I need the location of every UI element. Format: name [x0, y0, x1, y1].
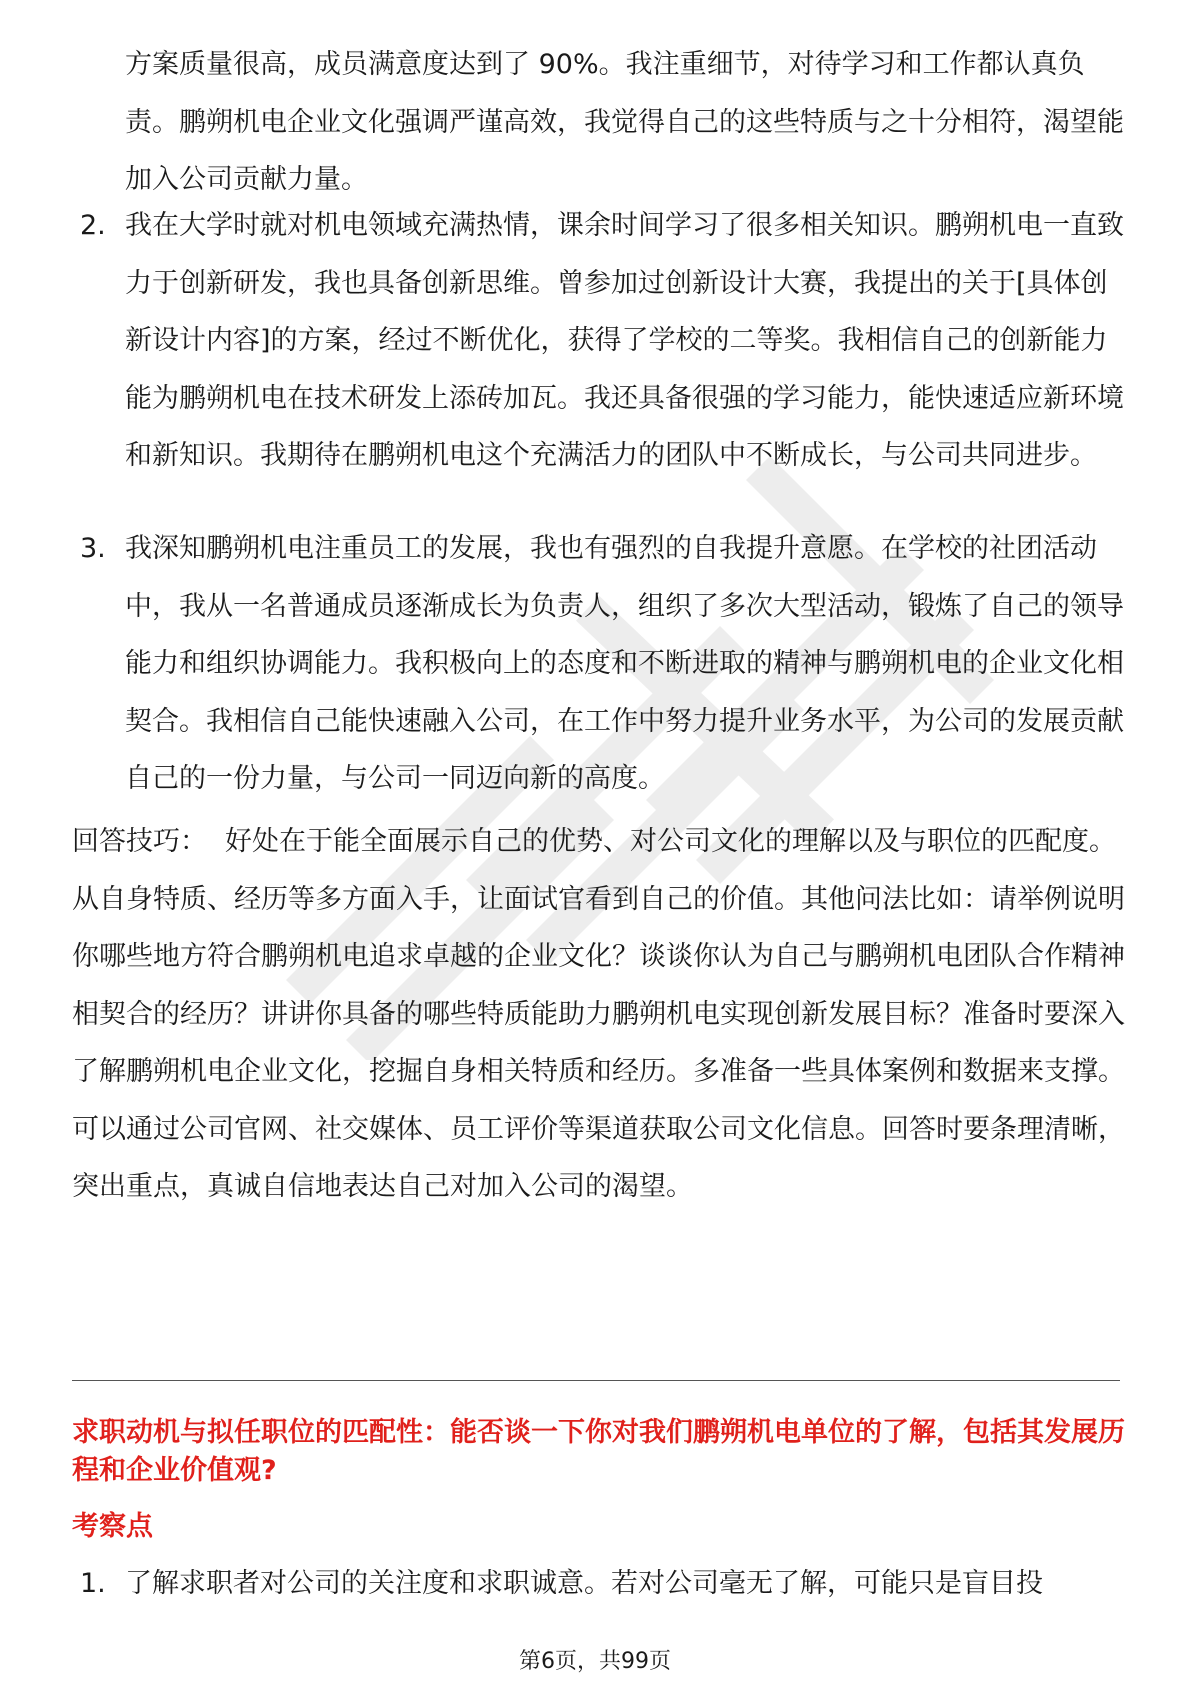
list-item-number: 2.: [80, 210, 106, 241]
list-item-number: 3.: [80, 533, 106, 564]
answer-tips-label: 回答技巧：: [72, 826, 207, 857]
section-divider: [72, 1380, 1120, 1381]
question-heading: 求职动机与拟任职位的匹配性：能否谈一下你对我们鹏朔机电单位的了解，包括其发展历程和企业价值观?: [72, 1417, 1125, 1486]
page-number-footer: 第6页，共99页: [519, 1649, 671, 1674]
list-item-continuation: 方案质量很高，成员满意度达到了 90%。我注重细节，对待学习和工作都认真负责。鹏朔机电企业文化强调严谨高效，我觉得自己的这些特质与之十分相符，渴望能加入公司贡献力量。: [125, 49, 1124, 195]
list-item-text: 了解求职者对公司的关注度和求职诚意。若对公司毫无了解，可能只是盲目投: [125, 1568, 1043, 1599]
answer-tips-text: 好处在于能全面展示自己的优势、对公司文化的理解以及与职位的匹配度。从自身特质、经历等多方面入手，让面试官看到自己的价值。其他问法比如：请举例说明你哪些地方符合鹏朔机电追求卓越的企业文化？谈谈你认为自己与鹏朔机电团队合作精神相契合的经历？讲讲你具备的哪些特质能助力鹏朔机电实现创新发展目标？准备时要深入了解鹏朔机电企业文化，挖掘自身相关特质和经历。多准备一些具体案例和数据来支撑。可以通过公司官网、社交媒体、员工评价等渠道获取公司文化信息。回答时要条理清晰，突出重点，真诚自信地表达自己对加入公司的渴望。: [72, 826, 1125, 1202]
list-item-number: 1.: [80, 1568, 106, 1599]
list-item-text: 我深知鹏朔机电注重员工的发展，我也有强烈的自我提升意愿。在学校的社团活动中，我从一名普通成员逐渐成长为负责人，组织了多次大型活动，锻炼了自己的领导能力和组织协调能力。我积极向上的态度和不断进取的精神与鹏朔机电的企业文化相契合。我相信自己能快速融入公司，在工作中努力提升业务水平，为公司的发展贡献自己的一份力量，与公司一同迈向新的高度。: [125, 533, 1124, 794]
list-item-text: 我在大学时就对机电领域充满热情，课余时间学习了很多相关知识。鹏朔机电一直致力于创新研发，我也具备创新思维。曾参加过创新设计大赛，我提出的关于[具体创新设计内容]的方案，经过不断优化，获得了学校的二等奖。我相信自己的创新能力能为鹏朔机电在技术研发上添砖加瓦。我还具备很强的学习能力，能快速适应新环境和新知识。我期待在鹏朔机电这个充满活力的团队中不断成长，与公司共同进步。: [125, 210, 1124, 471]
assessment-points-heading: 考察点: [72, 1511, 153, 1542]
answer-tips: [72, 813, 1125, 1216]
